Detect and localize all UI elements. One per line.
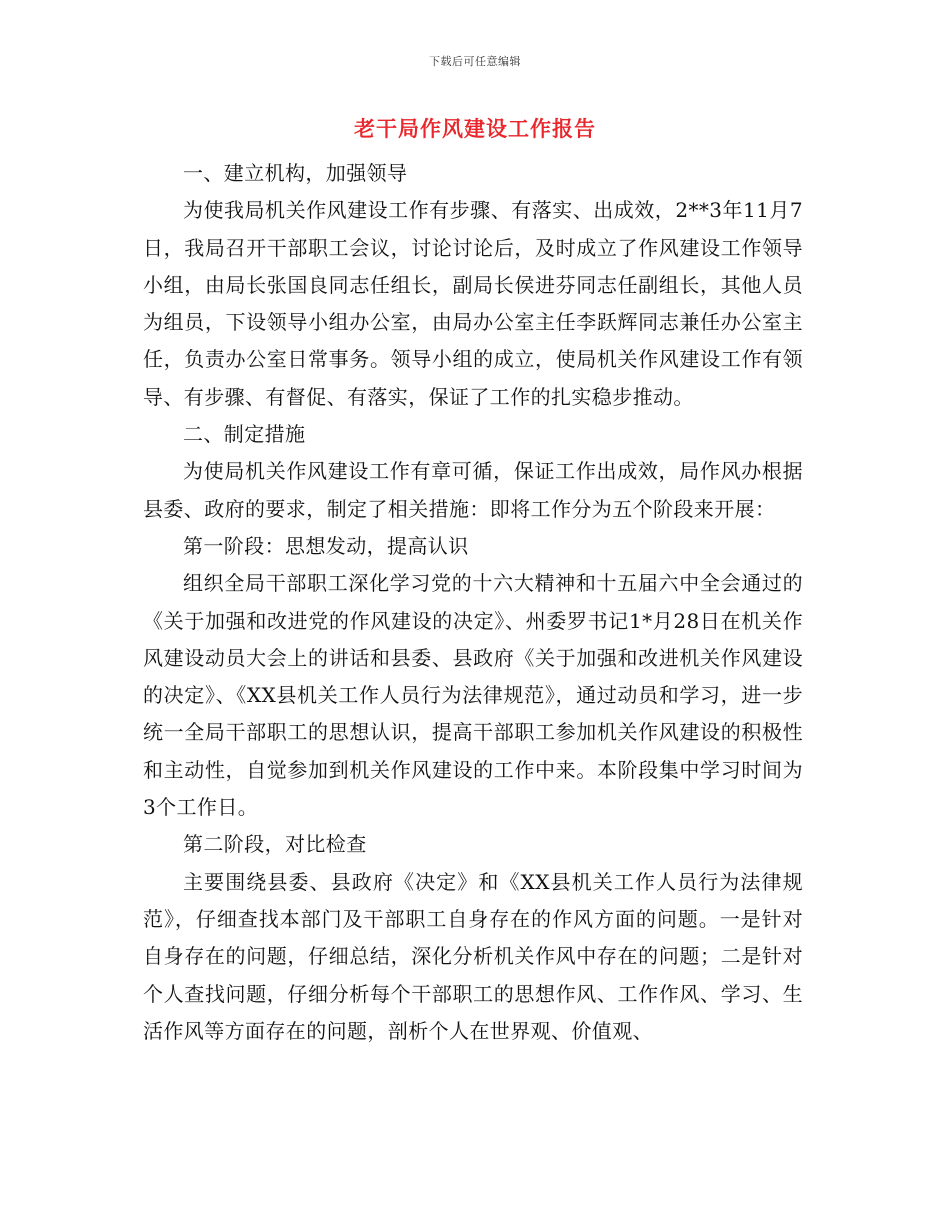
paragraph: 主要围绕县委、县政府《决定》和《XX县机关工作人员行为法律规范》，仔细查找本部门及干部职工自身存在的作风方面的问题。一是针对自身存在的问题，仔细总结，深化分析机关作风中存在的问题；二是针对个人查找问题，仔细分析每个干部职工的思想作风、工作作风、学习、生活作风等方面存在的问题，剖析个人在世界观、价值观、 <box>143 869 803 1043</box>
paragraph: 为使局机关作风建设工作有章可循，保证工作出成效，局作风办根据县委、政府的要求，制定了相关措施：即将工作分为五个阶段来开展： <box>143 459 803 521</box>
paragraph: 为使我局机关作风建设工作有步骤、有落实、出成效，2**3年11月7日，我局召开干部职工会议，讨论讨论后，及时成立了作风建设工作领导小组，由局长张国良同志任组长，副局长侯进芬同志任副组长，其他人员为组员，下设领导小组办公室，由局办公室主任李跃辉同志兼任办公室主任，负责办公室日常事务。领导小组的成立，使局机关作风建设工作有领导、有步骤、有督促、有落实，保证了工作的扎实稳步推动。 <box>143 198 803 409</box>
section-heading-1: 一、建立机构，加强领导 <box>183 161 408 185</box>
stage-heading-2: 第二阶段，对比检查 <box>183 832 367 857</box>
section-heading-2: 二、制定措施 <box>183 422 306 447</box>
stage-heading-1: 第一阶段：思想发动，提高认识 <box>183 533 469 558</box>
document-title: 老干局作风建设工作报告 <box>354 116 596 141</box>
paragraph: 组织全局干部职工深化学习党的十六大精神和十五届六中全会通过的《关于加强和改进党的作风建设的决定》、州委罗书记1*月28日在机关作风建设动员大会上的讲话和县委、县政府《关于加强和改进机关作风建设的决定》、《XX县机关工作人员行为法律规范》，通过动员和学习，进一步统一全局干部职工的思想认识，提高干部职工参加机关作风建设的积极性和主动性，自觉参加到机关作风建设的工作中来。本阶段集中学习时间为3个工作日。 <box>143 571 803 820</box>
header-note: 下载后可任意编辑 <box>429 55 521 68</box>
document-body <box>143 155 803 1050</box>
